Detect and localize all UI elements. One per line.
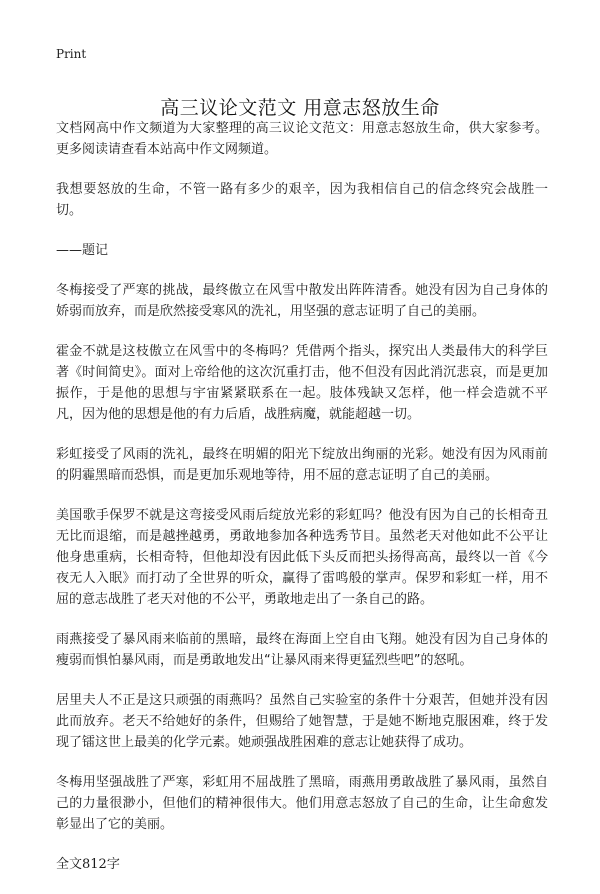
intro-paragraph: 文档网高中作文频道为大家整理的高三议论文范文：用意志怒放生命，供大家参考。更多阅读请查看本站高中作文网频道。	[56, 121, 548, 157]
print-link[interactable]: Print	[56, 47, 87, 61]
conclusion-paragraph: 冬梅用坚强战胜了严寒，彩虹用不屈战胜了黑暗，雨燕用勇敢战胜了暴风雨，虽然自己的力量很渺小，但他们的精神很伟大。他们用意志怒放了自己的生命，让生命愈发彰显出了它的美丽。	[56, 775, 548, 832]
epigraph-attribution: ——题记	[56, 243, 109, 258]
body-paragraph: 彩虹接受了风雨的洗礼，最终在明媚的阳光下绽放出绚丽的光彩。她没有因为风雨前的阴霾黑暗而恐惧，而是更加乐观地等待，用不屈的意志证明了自己的美丽。	[56, 447, 548, 483]
body-paragraph: 冬梅接受了严寒的挑战，最终傲立在风雪中散发出阵阵清香。她没有因为自己身体的娇弱而放弃，而是欣然接受寒风的洗礼，用坚强的意志证明了自己的美丽。	[56, 283, 548, 319]
article-body	[56, 118, 548, 894]
word-count: 全文812字	[56, 857, 120, 872]
body-paragraph: 霍金不就是这枝傲立在风雪中的冬梅吗？凭借两个指头，探究出人类最伟大的科学巨著《时间简史》。面对上帝给他的这次沉重打击，他不但没有因此消沉悲哀，而是更加振作，于是他的思想与宇宙紧紧联系在一起。肢体残缺又怎样，他一样会造就不平凡，因为他的思想是他的有力后盾，战胜病魔，就能超越一切。	[56, 344, 548, 422]
body-paragraph: 居里夫人不正是这只顽强的雨燕吗？虽然自己实验室的条件十分艰苦，但她并没有因此而放弃。老天不给她好的条件，但赐给了她智慧，于是她不断地克服困难，终于发现了镭这世上最美的化学元素。她顽强战胜困难的意志让她获得了成功。	[56, 693, 548, 750]
body-paragraph: 雨燕接受了暴风雨来临前的黑暗，最终在海面上空自由飞翔。她没有因为自己身体的瘦弱而惧怕暴风雨，而是勇敢地发出“让暴风雨来得更猛烈些吧”的怒吼。	[56, 632, 548, 668]
epigraph-paragraph: 我想要怒放的生命，不管一路有多少的艰辛，因为我相信自己的信念终究会战胜一切。	[56, 182, 548, 218]
body-paragraph: 美国歌手保罗不就是这弯接受风雨后绽放光彩的彩虹吗？他没有因为自己的长相奇丑无比而退缩，而是越挫越勇，勇敢地参加各种选秀节目。虽然老天对他如此不公平让他身患重病，长相奇特，但他却没有因此低下头反而把头扬得高高，最终以一首《今夜无人入眠》而打动了全世界的听众，赢得了雷鸣般的掌声。保罗和彩虹一样，用不屈的意志战胜了老天对他的不公平，勇敢地走出了一条自己的路。	[56, 508, 548, 607]
article-title: 高三议论文范文 用意志怒放生命	[160, 96, 440, 119]
